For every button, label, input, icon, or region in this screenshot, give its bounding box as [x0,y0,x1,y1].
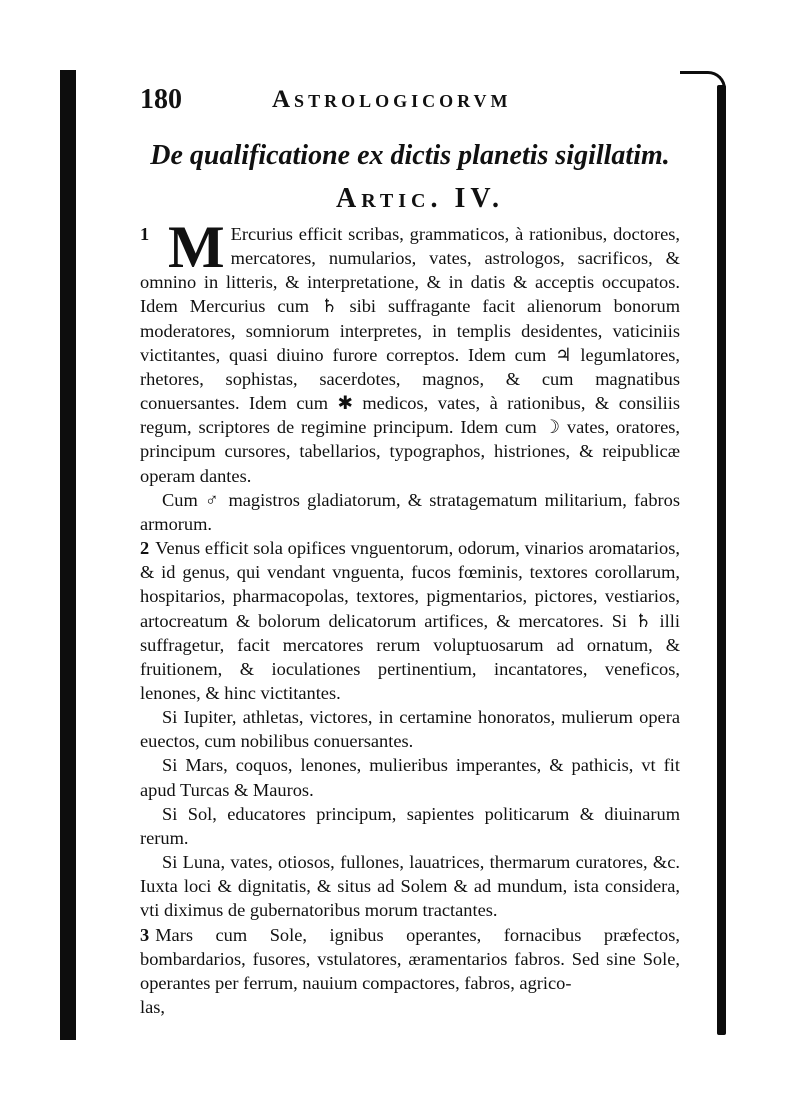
catchword: las, [140,997,166,1017]
page-number: 180 [140,84,182,115]
paragraph-sol [140,802,680,850]
article-heading: Artic. IV. [335,183,505,214]
running-head: Astrologicorvm [272,86,512,113]
drop-cap: M [168,214,225,280]
paragraph-1 [140,214,680,488]
page-binding-edge [60,70,76,1040]
paragraph-number: 2 [140,538,150,559]
paragraph-text: Si Mars, coquos, lenones, mulieribus imperantes, & pathicis, vt fit apud Turcas & Mauros. [140,755,680,800]
paragraph-mars [140,753,680,801]
paragraph-2 [140,536,680,705]
paragraph-text: Si Iupiter, athletas, victores, in certamine honoratos, mulierum opera euectos, cum nobilibus conuersantes. [140,707,680,752]
paragraph-text: Mars cum Sole, ignibus operantes, fornacibus præfectos, bombardarios, fusores, vstulatores, æramentarios fabros. Sed sine Sole, operantes per ferrum, nauium compactores, fabros, agrico- [140,924,680,993]
paragraph-text: Si Sol, educatores principum, sapientes politicarum & diuinarum rerum. [140,803,680,848]
paragraph-luna [140,850,680,922]
paragraph-number: 3 [140,924,150,945]
paragraph-text: Si Luna, vates, otiosos, fullones, lauatrices, thermarum curatores, &c. Iuxta loci & dignitatis, & situs ad Solem & ad mundum, ista considera, vti diximus de gubernatoribus morum tractantes. [140,852,680,921]
paragraph-mars-clause [140,488,680,536]
body-text [140,214,680,1019]
page-right-edge [717,85,726,1035]
section-title: De qualificatione ex dictis planetis sigillatim. [150,140,670,171]
paragraph-text: Cum ♂ magistros gladiatorum, & stratagematum militarium, fabros armorum. [140,489,680,534]
paragraph-text: Ercurius efficit scribas, grammaticos, à rationibus, doctores, mercatores, numularios, vates, astrologos, sacrificos, & omnino in litteris, & interpretatione, & in datis & acceptis occupatos. Idem Mercurius cum ♄ sibi suffragante facit alienorum bonorum moderatores, somniorum interpretes, in templis desidentes, vaticiniis victitantes, quasi diuino furore correptos. Idem cum ♃ legumlatores, rhetores, sophistas, sacerdotes, magnos, & cum magnatibus conuersantes. Idem cum ✱ medicos, vates, à rationibus, & consiliis regum, scriptores de regimine principum. Idem cum ☽ vates, oratores, principum cursores, tabellarios, typographos, histriones, & reipublicæ operam dantes. [140,224,680,486]
paragraph-number: 1 [140,224,150,244]
paragraph-text: Venus efficit sola opifices vnguentorum, odorum, vinarios aromatarios, & id genus, qui vendant vnguenta, fucos fœminis, textores corollarum, hospitarios, pharmacopolas, textores, pigmentarios, pictores, vestiarios, artocreatum & bolorum delicatorum artifices, & mercatores. Si ♄ illi suffragetur, facit mercatores rerum voluptuosarum ad ornatum, & fruitionem, & ioculationes pertinentium, incantatores, veneficos, lenones, & hinc victitantes. [140,538,680,703]
paragraph-iupiter [140,705,680,753]
paragraph-3 [140,923,680,995]
